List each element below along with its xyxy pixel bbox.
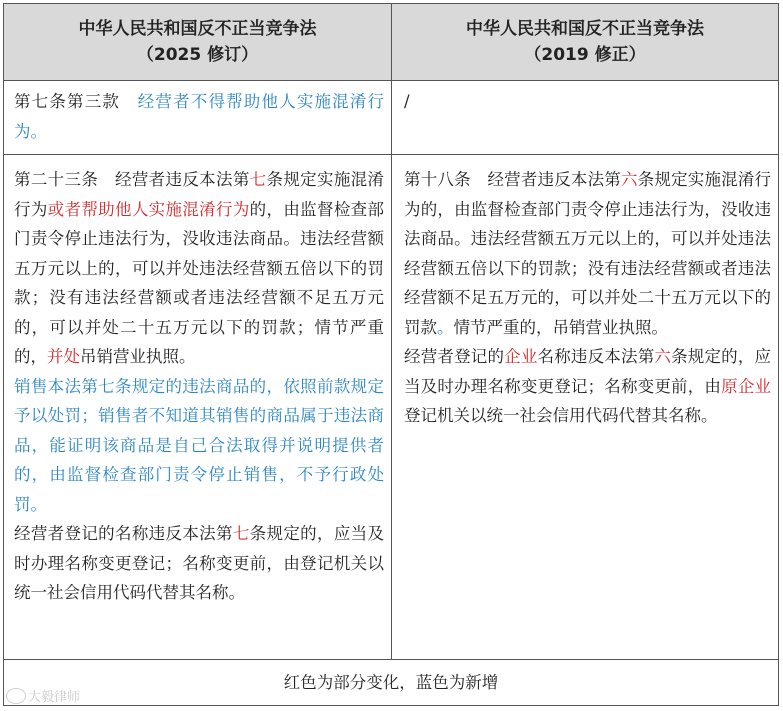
row2-right-para1: 第十八条 经营者违反本法第六条规定实施混淆行为的，由监督检查部门责令停止违法行为，没收违法商品。违法经营额五万元以上的，可以并处违法经营额五倍以下的罚款；没有违法经营额或者违法经营额不足五万元的，可以并处二十五万元以下的罚款。情节严重的，吊销营业执照。 bbox=[404, 170, 772, 337]
row2-right-para2: 经营者登记的企业名称违反本法第六条规定的，应当及时办理名称变更登记；名称变更前，由原企业登记机关以统一社会信用代码代替其名称。 bbox=[404, 347, 772, 425]
row2-left-para3: 经营者登记的名称违反本法第七条规定的，应当及时办理名称变更登记；名称变更前，由登记机关以统一社会信用代码代替其名称。 bbox=[14, 524, 385, 602]
row1-left-article: 第七条第三款 bbox=[14, 92, 121, 111]
watermark-logo-icon bbox=[6, 688, 26, 704]
watermark bbox=[6, 686, 80, 705]
header-right-version: （2019 修正） bbox=[524, 45, 646, 65]
row1-right-text: / bbox=[404, 92, 410, 111]
row2-left-para2: 销售本法第七条规定的违法商品的，依照前款规定予以处罚；销售者不知道其销售的商品属于违法商品，能证明该商品是自己合法取得并说明提供者的，由监督检查部门责令停止销售，不予行政处罚。 bbox=[14, 376, 384, 514]
header-right-title: 中华人民共和国反不正当竞争法 bbox=[466, 19, 704, 39]
row1-right-cell bbox=[404, 87, 769, 117]
row1-left-cell bbox=[14, 87, 384, 146]
row2-left-cell bbox=[14, 165, 384, 608]
row2-right-cell bbox=[404, 165, 771, 431]
header-left-version: （2025 修订） bbox=[136, 45, 259, 65]
row2-left-para1: 第二十三条 经营者违反本法第七条规定实施混淆行为或者帮助他人实施混淆行为的，由监督检查部门责令停止违法行为，没收违法商品。违法经营额五万元以上的，可以并处违法经营额五倍以下的罚款；没有违法经营额或者违法经营额不足五万元的，可以并处二十五万元以下的罚款；情节严重的，并处吊销营业执照。 bbox=[14, 170, 385, 366]
row1-left-new-text: 经营者不得帮助他人实施混淆行为。 bbox=[14, 92, 385, 141]
header-left-title: 中华人民共和国反不正当竞争法 bbox=[78, 19, 317, 39]
comparison-table bbox=[3, 3, 779, 706]
column-divider bbox=[391, 4, 392, 659]
header-right bbox=[392, 4, 778, 80]
legend-note: 红色为部分变化，蓝色为新增 bbox=[283, 673, 499, 692]
header-left bbox=[4, 4, 391, 80]
watermark-text: 大毅律师 bbox=[28, 690, 81, 705]
